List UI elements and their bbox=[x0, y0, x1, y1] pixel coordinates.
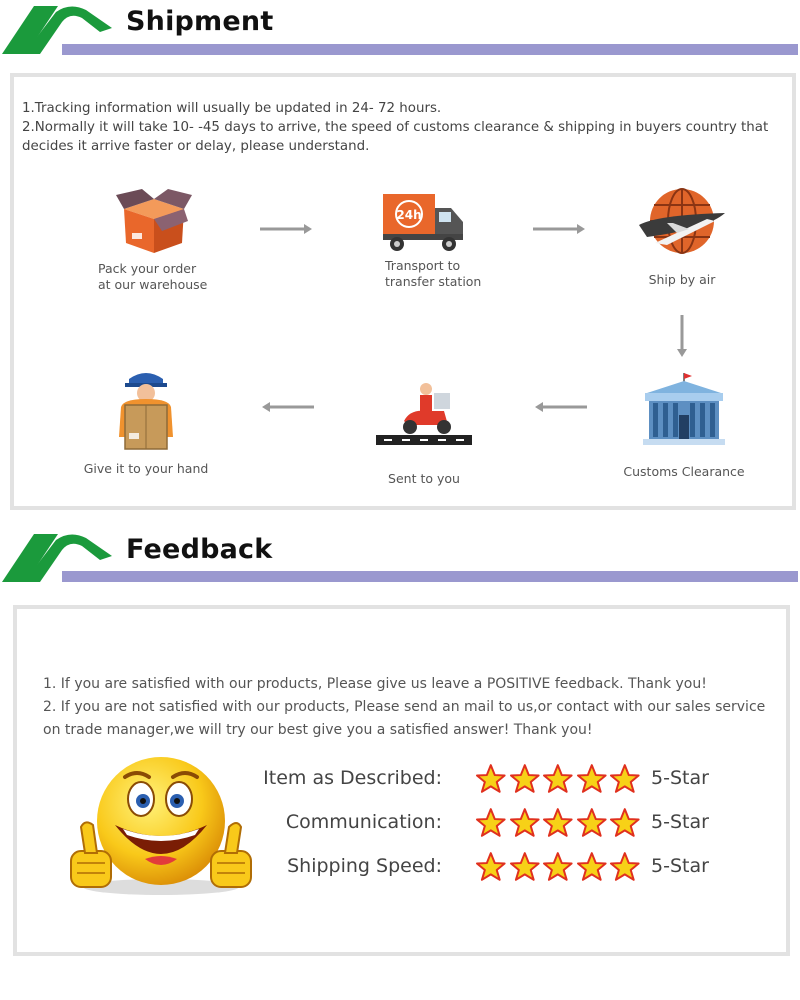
star-icon bbox=[609, 763, 641, 795]
rating-value: 5-Star bbox=[651, 767, 709, 789]
shipment-note-1: 1.Tracking information will usually be updated in 24- 72 hours. bbox=[22, 101, 442, 116]
star-icon bbox=[509, 807, 541, 839]
courier-holding-box-icon bbox=[111, 367, 181, 451]
step-customs-clearance bbox=[599, 371, 769, 480]
arrow-down-icon bbox=[676, 315, 688, 357]
feedback-note-2: 2. If you are not satisfied with our products, Please send an mail to us,or contact with our sales service on trade manager,we will try our best give you a satisfied answer! Thank you! bbox=[43, 699, 766, 738]
feedback-note-1: 1. If you are satisfied with our products, Please give us leave a POSITIVE feedback. Thank you! bbox=[43, 676, 707, 692]
arrow-left-icon bbox=[262, 401, 314, 413]
star-icon bbox=[576, 807, 608, 839]
step-hand-label: Give it to your hand bbox=[83, 461, 209, 476]
shipment-note-2: 2.Normally it will take 10- -45 days to arrive, the speed of customs clearance & shipping in buyers country that decides it arrive faster or delay, please understand. bbox=[22, 120, 769, 154]
step-give-to-hand bbox=[61, 367, 231, 477]
step-ship-by-air bbox=[597, 185, 767, 288]
star-rating bbox=[475, 807, 641, 839]
step-air-label: Ship by air bbox=[648, 272, 716, 287]
star-icon bbox=[509, 763, 541, 795]
star-rating bbox=[475, 851, 641, 883]
smiley-thumbs-up-icon bbox=[61, 755, 261, 905]
star-icon bbox=[475, 851, 507, 883]
arrow-right-icon bbox=[533, 223, 585, 235]
star-icon bbox=[576, 763, 608, 795]
customs-building-icon bbox=[641, 371, 727, 447]
header-bar bbox=[62, 571, 798, 582]
step-customs-label: Customs Clearance bbox=[623, 464, 745, 479]
step-sent-label: Sent to you bbox=[388, 471, 460, 486]
shipment-title: Shipment bbox=[126, 6, 274, 37]
rating-label: Communication: bbox=[285, 811, 442, 833]
shipment-notes bbox=[22, 99, 790, 156]
step-pack-line2: at our warehouse bbox=[98, 277, 208, 292]
package-box-icon bbox=[114, 187, 194, 255]
star-icon bbox=[576, 851, 608, 883]
star-icon bbox=[542, 851, 574, 883]
arrow-left-icon bbox=[535, 401, 587, 413]
feedback-notes bbox=[43, 673, 783, 742]
feedback-title: Feedback bbox=[126, 534, 273, 565]
feedback-header bbox=[0, 530, 800, 586]
step-sent-to-you bbox=[339, 381, 509, 487]
star-icon bbox=[609, 851, 641, 883]
arrow-right-icon bbox=[260, 223, 312, 235]
shipment-panel bbox=[10, 73, 796, 510]
star-icon bbox=[509, 851, 541, 883]
step-pack-line1: Pack your order bbox=[98, 261, 197, 276]
star-icon bbox=[475, 763, 507, 795]
star-rating bbox=[475, 763, 641, 795]
step-transport-line1: Transport to bbox=[385, 258, 461, 273]
rating-value: 5-Star bbox=[651, 811, 709, 833]
truck-badge: 24h bbox=[396, 208, 422, 222]
star-icon bbox=[475, 807, 507, 839]
rating-row-item-described bbox=[263, 763, 759, 797]
step-transport-line2: transfer station bbox=[385, 274, 482, 289]
shipment-header bbox=[0, 2, 800, 58]
star-icon bbox=[542, 807, 574, 839]
header-bar bbox=[62, 44, 798, 55]
step-transport bbox=[339, 192, 509, 290]
star-icon bbox=[609, 807, 641, 839]
rating-row-shipping-speed bbox=[279, 851, 759, 885]
rating-value: 5-Star bbox=[651, 855, 709, 877]
delivery-truck-24h-icon bbox=[381, 192, 467, 254]
courier-scooter-icon bbox=[374, 381, 474, 447]
feedback-panel bbox=[13, 605, 790, 956]
step-pack bbox=[69, 187, 239, 293]
rating-row-communication bbox=[279, 807, 759, 841]
star-icon bbox=[542, 763, 574, 795]
rating-label: Shipping Speed: bbox=[287, 855, 442, 877]
rating-label: Item as Described: bbox=[263, 767, 442, 789]
globe-airplane-icon bbox=[637, 185, 727, 259]
